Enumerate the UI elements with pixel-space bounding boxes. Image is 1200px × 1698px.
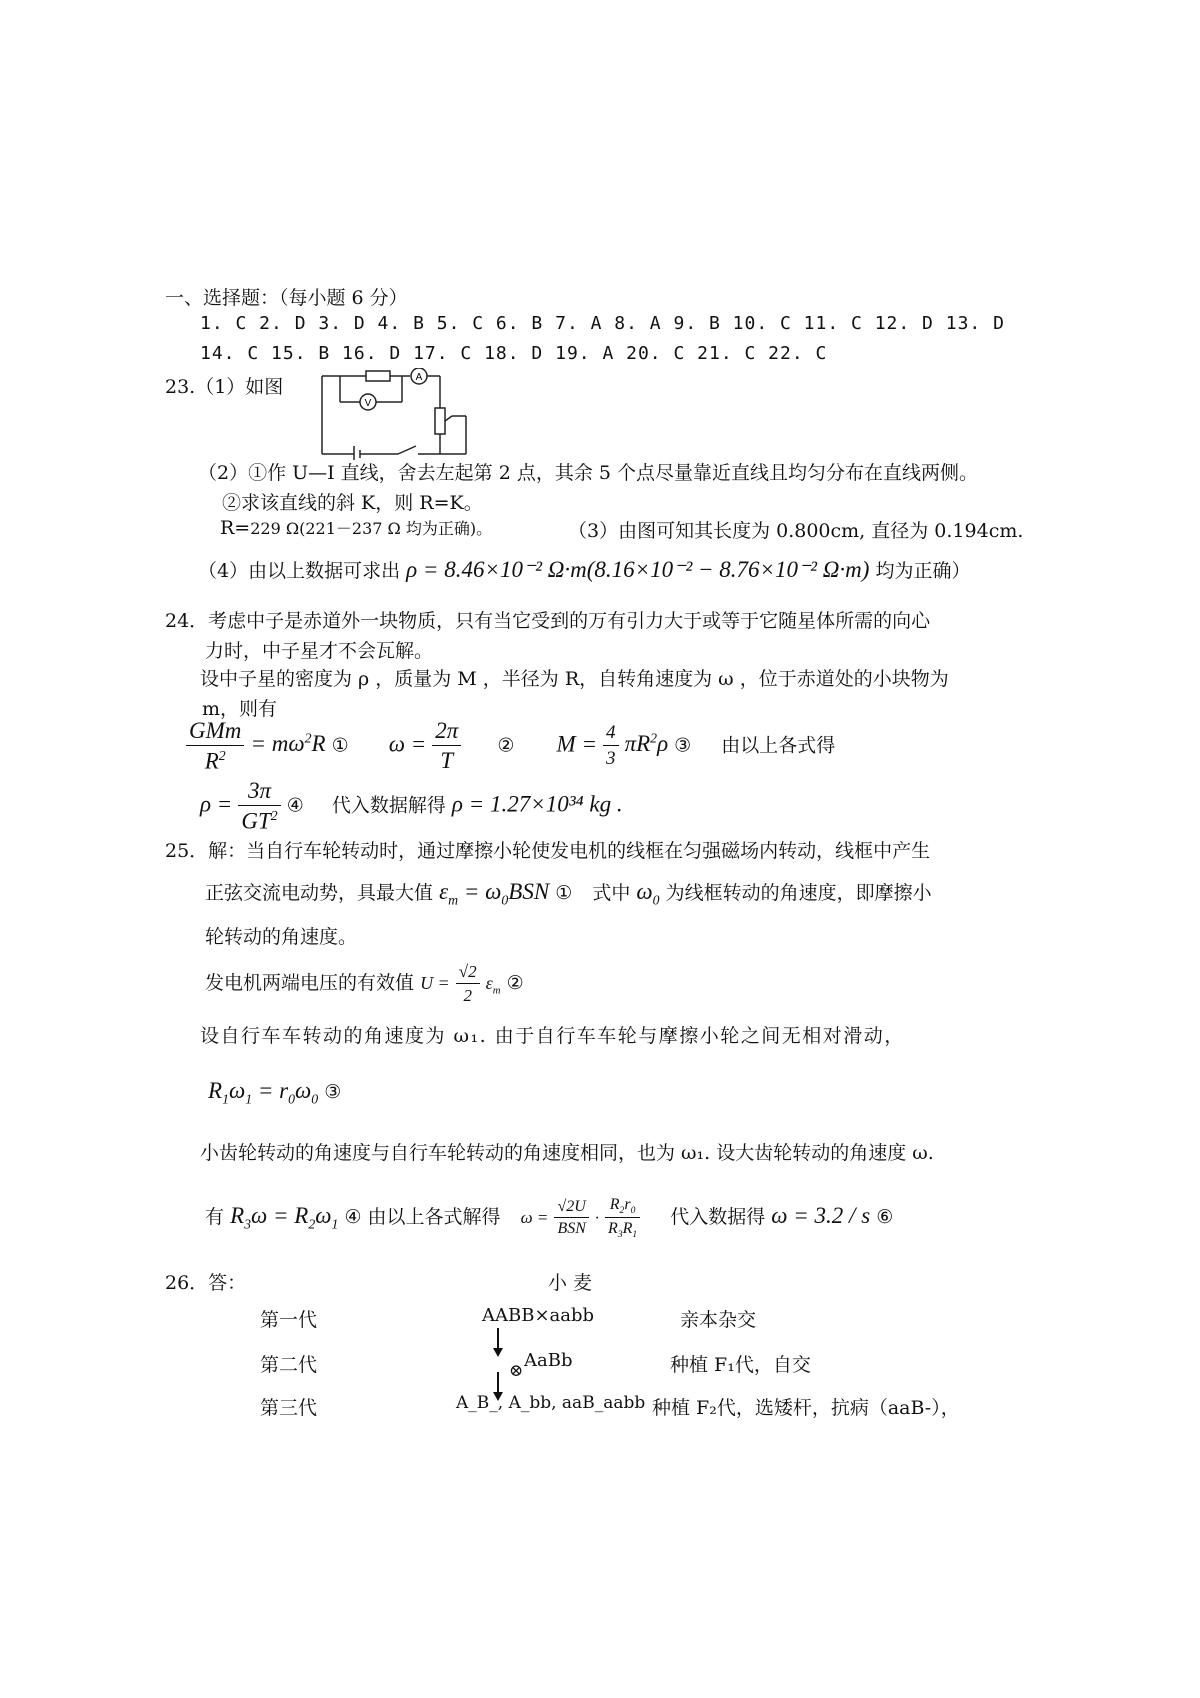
q26-title: 小 麦: [548, 1272, 593, 1294]
eq1-tag: ①: [331, 734, 349, 757]
q23-r-value: 229 Ω(221－237 Ω 均为正确)。: [250, 519, 493, 538]
gen-row-3-label: 第三代: [260, 1397, 318, 1419]
gen-row-1-cross: AABB×aabb: [482, 1305, 595, 1326]
q23-part4-post: 均为正确）: [875, 560, 971, 582]
q25-tag1: ①: [555, 882, 573, 904]
gen-row-2-note: 种植 F₁代，自交: [670, 1354, 811, 1376]
q25-line1: 25．解：当自行车轮转动时，通过摩擦小轮使发电机的线框在匀强磁场内转动，线框中产生: [165, 840, 931, 862]
voltmeter-label: V: [364, 398, 372, 409]
q24-line4: m，则有: [202, 698, 278, 720]
q25-line3: 轮转动的角速度。: [205, 926, 358, 948]
ammeter-label: A: [415, 372, 423, 383]
answers-row-2: 14. C 15. B 16. D 17. C 18. D 19. A 20. C 21. C 22. C: [200, 343, 828, 364]
q23-part2-a: （2）①作 U—I 直线，舍去左起第 2 点，其余 5 个点尽量靠近直线且均匀分布在直线两侧。: [198, 462, 979, 484]
omega-fraction: $\frac{2\pi}{T}$: [432, 718, 461, 774]
answers-row-1: 1. C 2. D 3. D 4. B 5. C 6. B 7. A 8. A 9. B 10. C 11. C 12. D 13. D: [200, 313, 1005, 334]
omega-solution-fraction-2: $\frac{R_2r_0}{R_3R_1}$: [605, 1196, 640, 1240]
gravity-fraction: $\frac{\text{GMm}}{R^2}$: [186, 718, 244, 775]
q24-result-pre: 代入数据解得: [331, 794, 446, 817]
q25-tag2: ②: [506, 972, 524, 994]
rms-fraction: $\frac{√2}{2}$: [456, 962, 480, 1006]
omega-solution-fraction-1: $\frac{√2U}{\text{BSN}}$: [554, 1198, 588, 1238]
q23-label: 23.（1）如图: [165, 376, 284, 398]
arrow-down-icon-1: [492, 1328, 504, 1358]
q23-part4: [198, 556, 971, 583]
q24-line2: 力时，中子星才不会瓦解。: [205, 640, 434, 662]
section1-heading: 一、选择题：（每小题 6 分）: [165, 287, 408, 309]
eq4-tag: ④: [286, 794, 304, 817]
mass-fraction: $\frac{4}{3}$: [603, 722, 619, 770]
q25-line8: 有 $R_3\omega = R_2\omega_1$ ④ 由以上各式解得 ω = $\frac{√2U}{\text{BSN}}$ · $\frac{R_2r_0}{R_3R_1}$ 代入数据得 ω = 3.2 / s ⑥: [205, 1196, 894, 1241]
q25-tag6: ⑥: [876, 1206, 894, 1229]
q23-part2-c: [220, 516, 492, 539]
gen-row-2-cross: AaBb: [524, 1350, 573, 1371]
selfing-symbol-icon: ⊗: [509, 1361, 524, 1381]
q25-line6: $R_1\omega_1 = r_0\omega_0$ ③: [208, 1078, 342, 1107]
q24-line1: 24．考虑中子是赤道外一块物质，只有当它受到的万有引力大于或等于它随星体所需的向心: [165, 610, 931, 632]
eq2-tag: ②: [497, 734, 515, 757]
q23-part3: （3）由图可知其长度为 0.800cm, 直径为 0.194cm.: [568, 520, 1024, 542]
gen-row-1-label: 第一代: [260, 1309, 318, 1331]
q24-result-row: ρ = $\frac{3\pi}{GT^2}$ ④ 代入数据解得 ρ = 1.27×10³⁴ kg .: [200, 778, 623, 834]
q25-line7: 小齿轮转动的角速度与自行车轮转动的角速度相同，也为 ω₁. 设大齿轮转动的角速度 ω.: [200, 1142, 934, 1164]
q24-result-formula: ρ = 1.27×10³⁴ kg .: [451, 791, 623, 817]
q23-r-prefix: R=: [220, 517, 251, 539]
q25-line5: 设自行车车转动的角速度为 ω₁. 由于自行车车轮与摩擦小轮之间无相对滑动，: [200, 1025, 905, 1047]
q24-line3: 设中子星的密度为 ρ ，质量为 M ，半径为 R，自转角速度为 ω ，位于赤道处的小块物为: [200, 668, 949, 690]
q25-tag4: ④: [344, 1206, 362, 1229]
gen-row-1-note: 亲本杂交: [680, 1309, 757, 1331]
q24-equations-row: $\frac{\text{GMm}}{R^2}$ = $m\omega^2R$ ① ω = $\frac{2\pi}{T}$ ② M = $\frac{4}{3}$ $\pi R^2\rho$ ③ 由以上各式得: [186, 718, 835, 775]
q23-part2-b: ②求该直线的斜 K，则 R=K。: [222, 492, 483, 514]
eq-tail: 由以上各式得: [721, 734, 836, 757]
gen-row-3-note: 种植 F₂代，选矮杆，抗病（aaB-），: [652, 1397, 960, 1419]
density-fraction: $\frac{3\pi}{GT^2}$: [238, 778, 280, 835]
q25-tag3: ③: [324, 1081, 342, 1103]
rheostat-symbol: [435, 408, 445, 434]
q26-label: 26．答：: [165, 1272, 247, 1294]
eq3-tag: ③: [674, 734, 692, 757]
q25-line2: 正弦交流电动势，具最大值 $\varepsilon_m = \omega_0BSN$ ① 式中 $\omega_0$ 为线框转动的角速度，即摩擦小: [205, 879, 932, 908]
q23-part4-formula: ρ = 8.46×10⁻² Ω·m(8.16×10⁻² − 8.76×10⁻² Ω·m): [406, 557, 870, 582]
gen-row-3-cross: A_B_, A_bb, aaB_aabb: [456, 1393, 646, 1413]
resistor-symbol: [366, 371, 390, 381]
q23-part4-pre: （4）由以上数据可求出: [198, 560, 401, 582]
q25-line4: 发电机两端电压的有效值 U = $\frac{√2}{2}$ $\varepsilon_m$ ②: [205, 962, 524, 1005]
gen-row-2-label: 第二代: [260, 1354, 318, 1376]
circuit-diagram: [318, 368, 478, 460]
